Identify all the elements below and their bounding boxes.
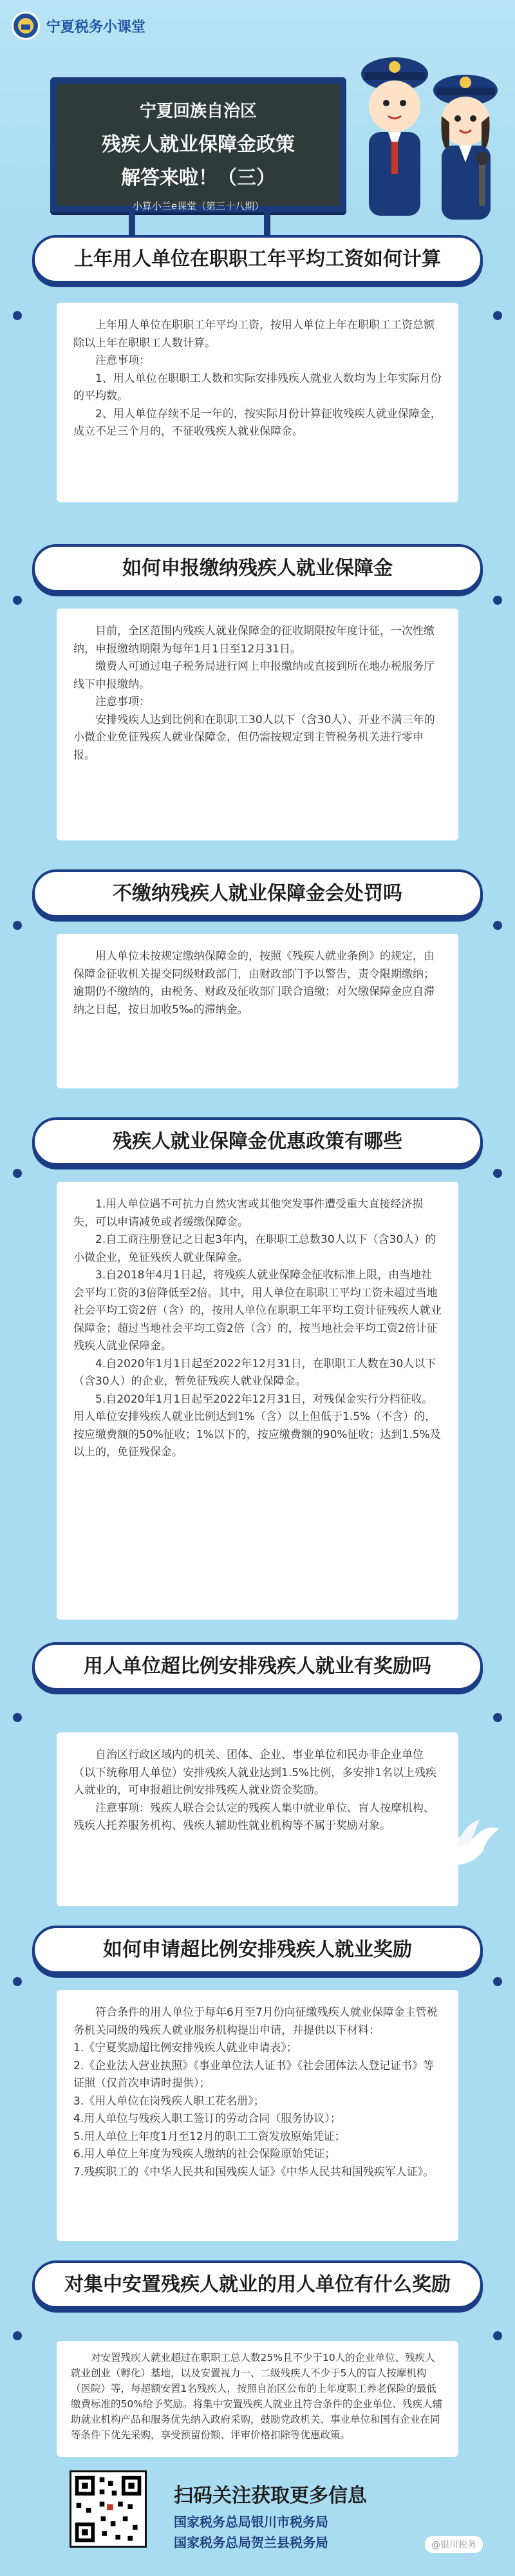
section-1-para: 1、用人单位在职职工人数和实际安排残疾人就业人数均为上年实际月份的平均数。	[73, 372, 442, 403]
section-2-para: 目前，全区范围内残疾人就业保障金的征收期限按年度计征，一次性缴纳，申报缴纳期限为每年1月1日至12月31日。	[73, 625, 435, 656]
section-3-card	[57, 934, 458, 1088]
qr-code-icon	[70, 2470, 147, 2548]
section-1-card	[57, 303, 458, 502]
brand-logo-icon	[12, 12, 40, 40]
section-3-para: 用人单位未按规定缴纳保障金的，按照《残疾人就业条例》的规定，由保障金征收机关提交同级财政部门，由财政部门予以警告，责令限期缴纳；逾期仍不缴纳的，由税务、财政及征收部门联合追缴；对欠缴保障金应自滞纳之日起，按日加收5‰的滞纳金。	[73, 950, 435, 1016]
section-1-para: 上年用人单位在职职工年平均工资，按用人单位上年在职职工工资总额除以上年在职职工人数计算。	[73, 319, 435, 350]
section-6-item: 2.《企业法人营业执照》《事业单位法人证书》《社会团体法人登记证书》等证照（仅首次申请时提供）；	[73, 2059, 435, 2090]
section-6-item: 6.用人单位上年度为残疾人缴纳的社会保险原始凭证；	[73, 2148, 336, 2161]
section-3-title: 不缴纳残疾人就业保障金会处罚吗	[32, 869, 483, 918]
section-5-card	[57, 1732, 458, 1906]
section-4-card	[57, 1182, 458, 1620]
brand-name: 宁夏税务小课堂	[46, 19, 146, 35]
header-line-3: 解答来啦！（三）	[121, 167, 276, 189]
header-line-1: 宁夏回族自治区	[139, 102, 257, 121]
section-5-para: 注意事项：残疾人联合会认定的残疾人集中就业单位、盲人按摩机构、残疾人托养服务机构、残疾人辅助性就业机构等不属于奖励对象。	[73, 1801, 435, 1833]
section-7-title: 对集中安置残疾人就业的用人单位有什么奖励	[32, 2260, 483, 2309]
footer-org-1: 国家税务总局银川市税务局	[174, 2514, 328, 2530]
section-4-title: 残疾人就业保障金优惠政策有哪些	[32, 1117, 483, 1166]
section-4-para: 5.自2020年1月1日起至2022年12月31日，对残保金实行分档征收。用人单位安排残疾人就业比例达到1%（含）以上但低于1.5%（不含）的，按应缴费额的50%征收；1%以下的，按应缴费额的90%征收；达到1.5%及以上的，免征残保金。	[73, 1392, 441, 1459]
section-2-para: 安排残疾人达到比例和在职职工30人以下（含30人）、开业不满三年的小微企业免征残疾人就业保障金，但仍需按规定到主管税务机关进行零申报。	[73, 713, 435, 762]
section-2-card	[57, 609, 458, 840]
section-7-para: 对安置残疾人就业超过在职职工总人数25%且不少于10人的企业单位、残疾人就业创业（孵化）基地，以及安置视力一、二级残疾人不少于5人的盲人按摩机构（医院）等，每超额安置1名残疾人，按照自治区公布的上年度职工养老保险的最低缴费标准的50%给予奖励。将集中安置残疾人就业且符合条件的企业单位、残疾人辅助就业机构产品和服务优先纳入政府采购，鼓励党政机关、事业单位和国有企业在同等条件下优先采购，享受预留份额、评审价格扣除等优惠政策。	[71, 2352, 442, 2441]
section-6-item: 1.《宁夏奖励超比例安排残疾人就业申请表》；	[73, 2041, 297, 2055]
watermark-badge: @银川税务	[425, 2536, 483, 2553]
header-line-2: 残疾人就业保障金政策	[102, 133, 295, 156]
section-5-para: 自治区行政区域内的机关、团体、企业、事业单位和民办非企业单位（以下统称用人单位）安排残疾人就业达到1.5%比例，多安排1名以上残疾人就业的，可申报超比例安排残疾人就业资金奖励。	[73, 1748, 437, 1797]
chalkboard-title	[50, 77, 346, 213]
section-1-title: 上年用人单位在职职工年平均工资如何计算	[32, 235, 483, 283]
brand	[12, 12, 145, 40]
chalkboard-stand	[103, 213, 296, 238]
header-line-4: 小算小兰e课堂（第三十八期）	[132, 200, 265, 212]
section-4-para: 4.自2020年1月1日起至2022年12月31日，在职职工人数在30人以下（含30人）的企业，暂免征残疾人就业保障金。	[73, 1357, 436, 1388]
footer-title: 扫码关注获取更多信息	[174, 2485, 367, 2507]
section-2-para: 注意事项：	[95, 696, 150, 709]
section-6-item: 7.残疾职工的《中华人民共和国残疾人证》《中华人民共和国残疾军人证》。	[73, 2165, 435, 2179]
section-1-para: 2、用人单位存续不足一年的，按实际月份计算征收残疾人就业保障金，成立不足三个月的，不征收残疾人就业保障金。	[73, 407, 442, 439]
footer-org-2: 国家税务总局贺兰县税务局	[174, 2535, 328, 2550]
section-6-item: 5.用人单位上年度1月至12月的职工工资发放原始凭证；	[73, 2130, 346, 2143]
section-6-item: 4.用人单位与残疾人职工签订的劳动合同（服务协议）；	[73, 2112, 341, 2126]
section-6-title: 如何申请超比例安排残疾人就业奖励	[32, 1926, 483, 1974]
section-6-card	[57, 1990, 458, 2241]
dove-icon	[425, 1816, 502, 1874]
section-5-title: 用人单位超比例安排残疾人就业有奖励吗	[32, 1642, 483, 1690]
tax-officers-illustration	[353, 39, 507, 225]
section-4-para: 2.自工商注册登记之日起3年内，在职职工总数30人以下（含30人）的小微企业，免征残疾人就业保障金。	[73, 1233, 436, 1264]
section-4-para: 1.用人单位遇不可抗力自然灾害或其他突发事件遭受重大直接经济损失，可以申请减免或者缓缴保障金。	[73, 1198, 424, 1229]
section-7-card	[57, 2341, 458, 2457]
section-4-para: 3.自2018年4月1日起，将残疾人就业保障金征收标准上限，由当地社会平均工资的3倍降低至2倍。其中，用人单位在职职工平均工资未超过当地社会平均工资2倍（含）的，按用人单位在职职工年平均工资计征残疾人就业保障金；超过当地社会平均工资2倍（含）的，按当地社会平均工资2倍计征残疾人就业保障金。	[73, 1269, 442, 1353]
section-2-title: 如何申报缴纳残疾人就业保障金	[32, 544, 483, 592]
section-1-para: 注意事项：	[95, 354, 150, 368]
section-2-para: 缴费人可通过电子税务局进行网上申报缴纳或直接到所在地办税服务厅线下申报缴纳。	[73, 660, 435, 691]
section-6-para: 符合条件的用人单位于每年6月至7月份向征缴残疾人就业保障金主管税务机关同级的残疾人就业服务机构提出申请，并提供以下材料：	[73, 2006, 438, 2037]
section-6-item: 3.《用人单位在岗残疾人职工花名册》；	[73, 2094, 265, 2108]
